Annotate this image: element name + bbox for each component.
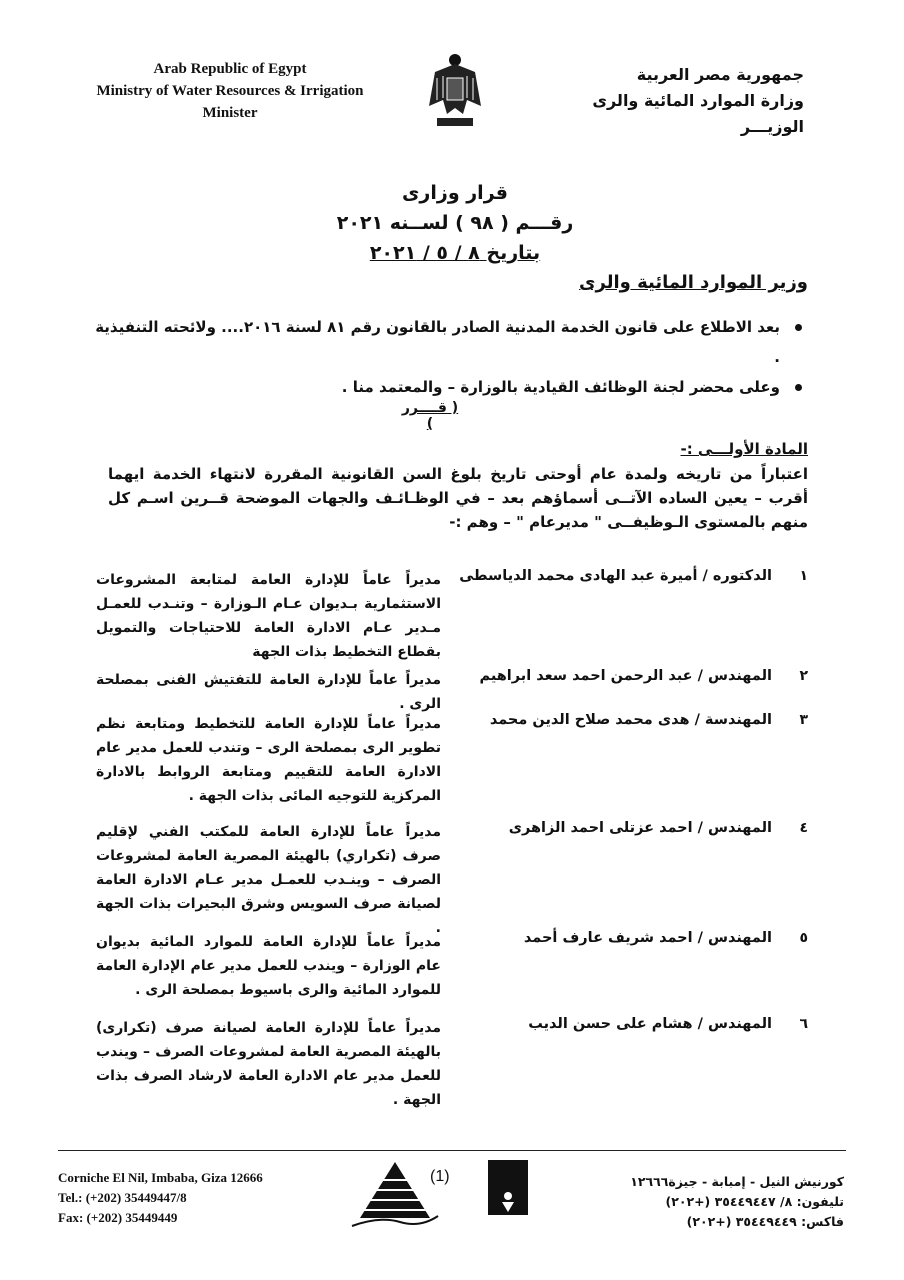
appointment-position: مديراً عاماً للإدارة العامة لصيانة صرف (تكرارى) بالهيئة المصرية العامة لمشروعات الصرف – ويندب للعمل مدير عام الادارة العامة لارشاد الصرف بذات الجهة .	[96, 1020, 441, 1108]
appointee-name: الدكتوره / أميرة عبد الهادى محمد الدياسطى	[459, 568, 772, 584]
address-ar: كورنيش النيل - إمبابة - جيزة١٢٦٦٦	[630, 1174, 844, 1189]
decree-title	[300, 178, 610, 268]
appointment-number: ٢	[799, 668, 808, 684]
fax-en: Fax: (+202) 35449449	[58, 1210, 178, 1225]
seal-image-icon	[488, 1160, 528, 1215]
footer-address-en	[58, 1168, 263, 1228]
appointment-position: مديراً عاماً للإدارة العامة للموارد المائية بديوان عام الوزارة – ويندب للعمل مدير عام الإدارة العامة للموارد المائية والرى باسيوط بمصلحة الرى .	[96, 934, 441, 998]
decree-type: قرار وزارى	[402, 182, 508, 204]
arabic-letterhead	[584, 62, 804, 140]
footer-address-ar	[624, 1172, 844, 1232]
office-name-en: Minister	[202, 105, 258, 121]
english-letterhead	[60, 58, 400, 124]
appointee-name: المهندس / احمد عزتلى احمد الزاهرى	[508, 820, 772, 836]
decree-label: ( قــــرر )	[401, 400, 459, 432]
appointment-position: مديراً عاماً للإدارة العامة للتخطيط ومتابعة نظم تطوير الرى بمصلحة الرى – وتندب للعمل مدير عام الادارة العامة للتقييم ومتابعة الروابط بالادارة المركزية للتوجيه المائى بذات الجهة .	[96, 716, 441, 804]
decree-number: رقـــم ( ٩٨ ) لســنه ٢٠٢١	[336, 212, 574, 234]
fax-ar: فاكس: ٣٥٤٤٩٤٤٩ (+٢٠٢)	[686, 1214, 844, 1229]
pyramid-logo-icon	[350, 1160, 440, 1230]
address-en: Corniche El Nil, Imbaba, Giza 12666	[58, 1170, 263, 1185]
appointee-name: المهندس / هشام على حسن الديب	[528, 1016, 772, 1032]
preamble	[88, 312, 808, 402]
appointment-number: ٥	[799, 930, 808, 946]
minister-heading: وزير الموارد المائية والرى	[579, 272, 808, 293]
appointment-position: مديراً عاماً للإدارة العامة لمتابعة المشروعات الاستثمارية بـديوان عـام الـوزارة – وتنـدب للعمـل مـدير عـام الادارة العامة للاحتياجات والتمويل بقطاع التخطيط بذات الجهة	[96, 572, 441, 660]
page-number: (1)	[430, 1168, 450, 1185]
appointee-name: المهندس / عبد الرحمن احمد سعد ابراهيم	[479, 668, 772, 684]
appointment-position: مديراً عاماً للإدارة العامة للمكتب الفني لإقليم صرف (تكراري) بالهيئة المصرية العامة لمشروعات الصرف – وينـدب للعمـل مدير عـام الادارة العامة لصيانة صرف السويس وشرق البحيرات بذات الجهة .	[96, 824, 441, 936]
appointee-name: المهندسة / هدى محمد صلاح الدين محمد	[489, 712, 772, 728]
appointment-number: ٣	[799, 712, 808, 728]
telephone-en: Tel.: (+202) 35449447/8	[58, 1190, 187, 1205]
preamble-item: وعلى محضر لجنة الوظائف القيادية بالوزارة – والمعتمد منا .	[88, 372, 808, 402]
decree-date: بتاريخ ٨ / ٥ / ٢٠٢١	[369, 242, 541, 264]
ministry-name-en: Ministry of Water Resources & Irrigation	[96, 83, 364, 99]
article-heading: المادة الأولـــى :-	[680, 440, 808, 458]
article-body: اعتباراً من تاريخه ولمدة عام أوحتى تاريخ بلوغ السن القانونية المقررة لانتهاء الخدمة ايهما أقرب – يعين الساده الآتــى أسماؤهم بعد – في الوظـائـف والجهات الموضحة قــرين اسـم كل منهم بالمستوى الـوظيفــى " مديرعام " – وهم :-	[108, 465, 808, 531]
appointment-number: ١	[799, 568, 808, 584]
country-name-ar: جمهورية مصر العربية	[636, 65, 804, 84]
eagle-emblem-icon	[425, 50, 485, 132]
footer-divider	[58, 1150, 846, 1151]
appointment-number: ٤	[799, 820, 808, 836]
preamble-item: بعد الاطلاع على قانون الخدمة المدنية الصادر بالقانون رقم ٨١ لسنة ٢٠١٦.... ولائحته التنفيذية .	[88, 312, 808, 372]
appointment-position: مديراً عاماً للإدارة العامة للتفتيش الفنى بمصلحة الرى .	[96, 672, 441, 712]
appointee-name: المهندس / احمد شريف عارف أحمد	[523, 930, 772, 946]
telephone-ar: تليفون: ٨/ ٣٥٤٤٩٤٤٧ (+٢٠٢)	[665, 1194, 844, 1209]
ministry-name-ar: وزارة الموارد المائية والرى	[592, 91, 804, 110]
country-name-en: Arab Republic of Egypt	[153, 61, 307, 77]
office-name-ar: الوزيـــر	[740, 117, 804, 136]
appointment-number: ٦	[799, 1016, 808, 1032]
